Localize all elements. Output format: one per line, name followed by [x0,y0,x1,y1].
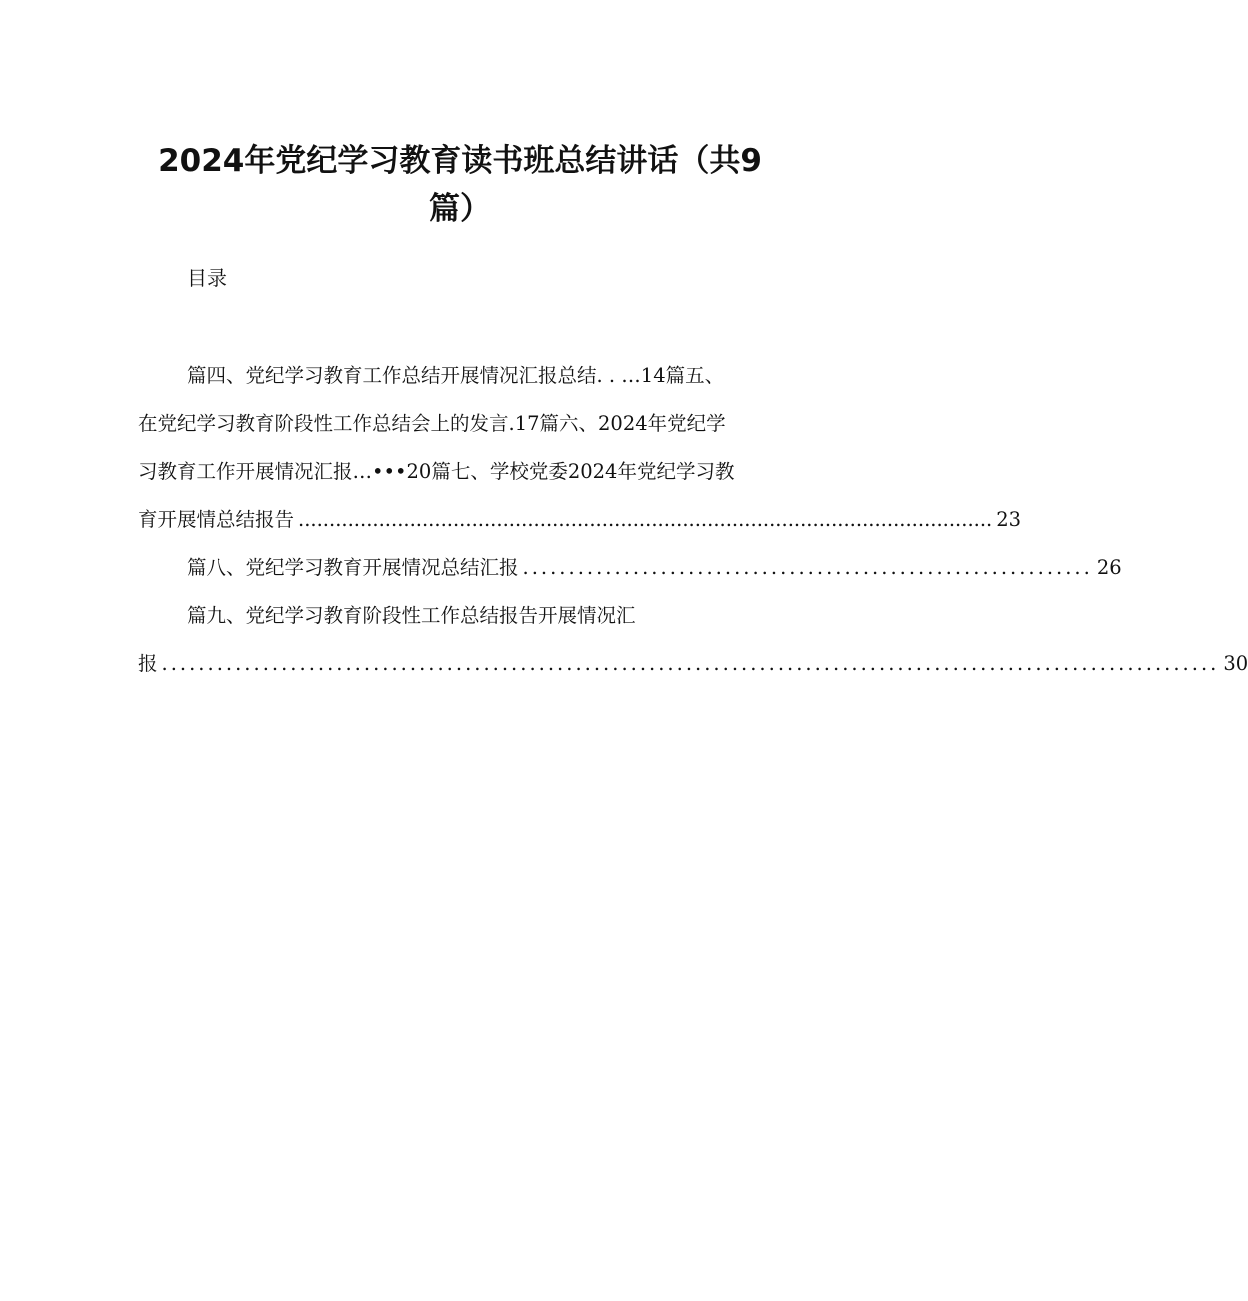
toc-entry-text: 篇四、党纪学习教育工作总结开展情况汇报总结. . …14篇五、 [187,364,725,387]
toc-entry-text: 习教育工作开展情况汇报…•••20篇七、学校党委2024年党纪学习教 [138,460,735,483]
toc-entry-line[interactable] [138,448,778,496]
dot-leader: ................................................................................................................ [298,508,993,531]
toc-entry-label: 报 [138,652,158,675]
toc-entry-line[interactable] [138,400,778,448]
toc-entry-label: 育开展情总结报告 [138,508,295,531]
toc-page-number: 23 [996,508,1022,531]
title-line-2: 篇） [429,191,491,227]
toc-entry-line[interactable] [138,352,778,400]
toc-entry-9[interactable] [138,592,778,640]
toc-entry-label: 篇八、党纪学习教育开展情况总结汇报 [187,556,519,579]
toc-heading: 目录 [187,266,227,290]
title-line-1: 2024年党纪学习教育读书班总结讲话（共9 [158,143,762,179]
toc-page-number: 26 [1096,556,1122,579]
table-of-contents [138,352,1248,688]
toc-entry-8[interactable] [138,544,1122,592]
document-title [120,137,800,233]
toc-entry-text: 在党纪学习教育阶段性工作总结会上的发言.17篇六、2024年党纪学 [138,412,726,435]
toc-entry-line[interactable] [138,496,1022,544]
dot-leader: ................................................................................................................... [161,652,1220,675]
toc-entry-text: 篇九、党纪学习教育阶段性工作总结报告开展情况汇 [187,604,636,627]
toc-entry-9-continued[interactable] [138,640,1248,688]
toc-page-number: 30 [1223,652,1248,675]
dot-leader: .............................................................. [522,556,1093,579]
